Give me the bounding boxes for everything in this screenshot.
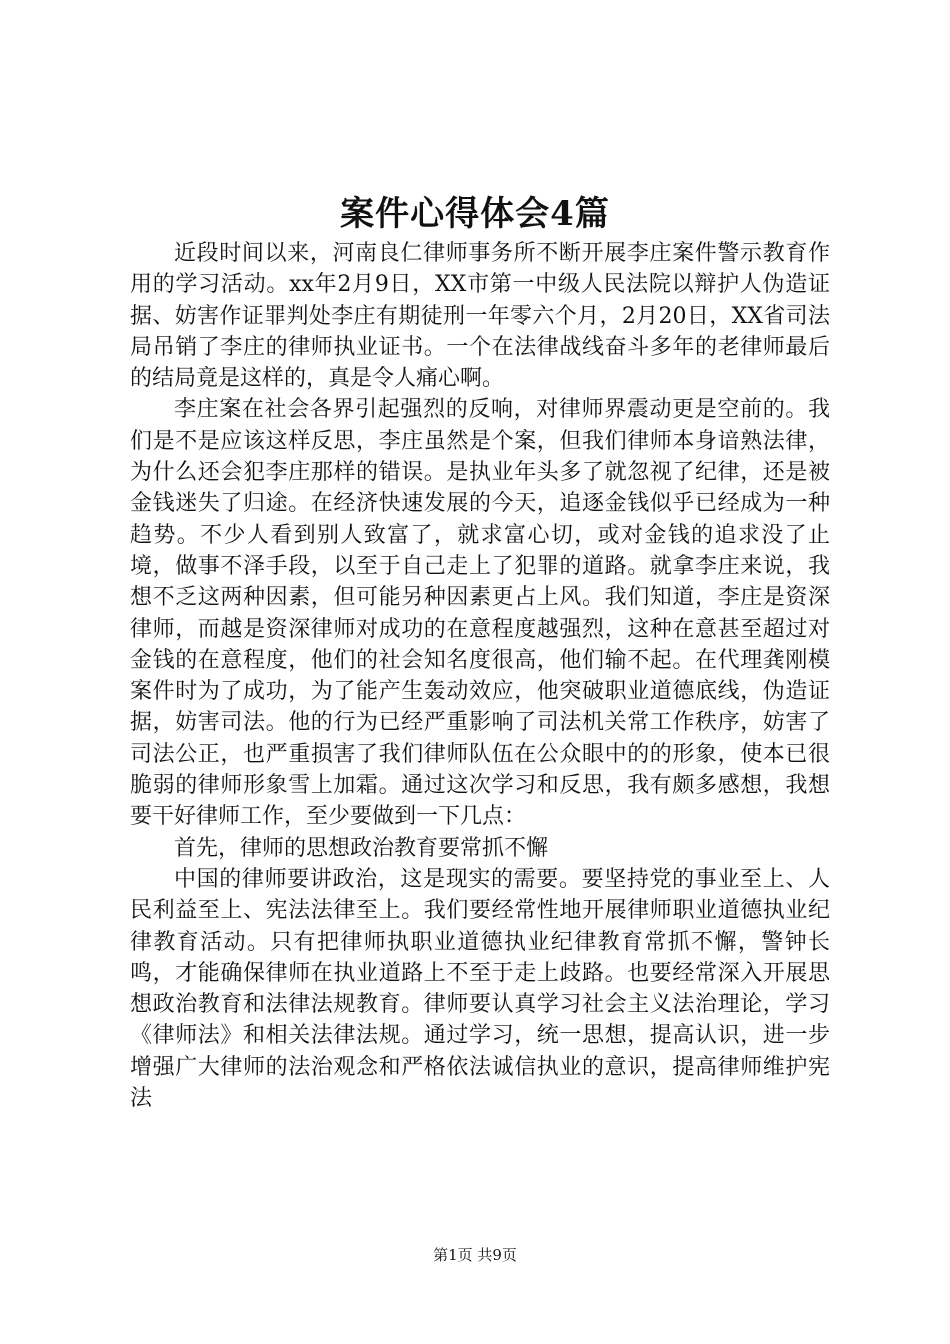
paragraph: 中国的律师要讲政治，这是现实的需要。要坚持党的事业至上、人民利益至上、宪法法律至上。我们要经常性地开展律师职业道德执业纪律教育活动。只有把律师执职业道德执业纪律教育常抓不懈，警钟长鸣，才能确保律师在执业道路上不至于走上歧路。也要经常深入开展思想政治教育和法律法规教育。律师要认真学习社会主义法治理论，学习《律师法》和相关法律法规。通过学习，统一思想，提高认识，进一步增强广大律师的法治观念和严格依法诚信执业的意识，提高律师维护宪法 (130, 866, 830, 1112)
document-title: 案件心得体会4篇 (340, 194, 610, 234)
page-number-footer: 第1页 共9页 (433, 1246, 517, 1264)
paragraph: 李庄案在社会各界引起强烈的反响，对律师界震动更是空前的。我们是不是应该这样反思，李庄虽然是个案，但我们律师本身谙熟法律，为什么还会犯李庄那样的错误。是执业年头多了就忽视了纪律，还是被金钱迷失了归途。在经济快速发展的今天，追逐金钱似乎已经成为一种趋势。不少人看到别人致富了，就求富心切，或对金钱的追求没了止境，做事不泽手段，以至于自己走上了犯罪的道路。就拿李庄来说，我想不乏这两种因素，但可能另种因素更占上风。我们知道，李庄是资深律师，而越是资深律师对成功的在意程度越强烈，这种在意甚至超过对金钱的在意程度，他们的社会知名度很高，他们输不起。在代理龚刚模案件时为了成功，为了能产生轰动效应，他突破职业道德底线，伪造证据，妨害司法。他的行为已经严重影响了司法机关常工作秩序，妨害了司法公正，也严重损害了我们律师队伍在公众眼中的的形象，使本已很脆弱的律师形象雪上加霜。通过这次学习和反思，我有颇多感想，我想要干好律师工作，至少要做到一下几点： (130, 397, 830, 830)
section-heading: 首先，律师的思想政治教育要常抓不懈 (174, 835, 549, 861)
document-body (130, 238, 830, 1114)
paragraph: 近段时间以来，河南良仁律师事务所不断开展李庄案件警示教育作用的学习活动。xx年2月9日，XX市第一中级人民法院以辩护人伪造证据、妨害作证罪判处李庄有期徒刑一年零六个月，2月20日，XX省司法局吊销了李庄的律师执业证书。一个在法律战线奋斗多年的老律师最后的结局竟是这样的，真是令人痛心啊。 (130, 241, 830, 392)
